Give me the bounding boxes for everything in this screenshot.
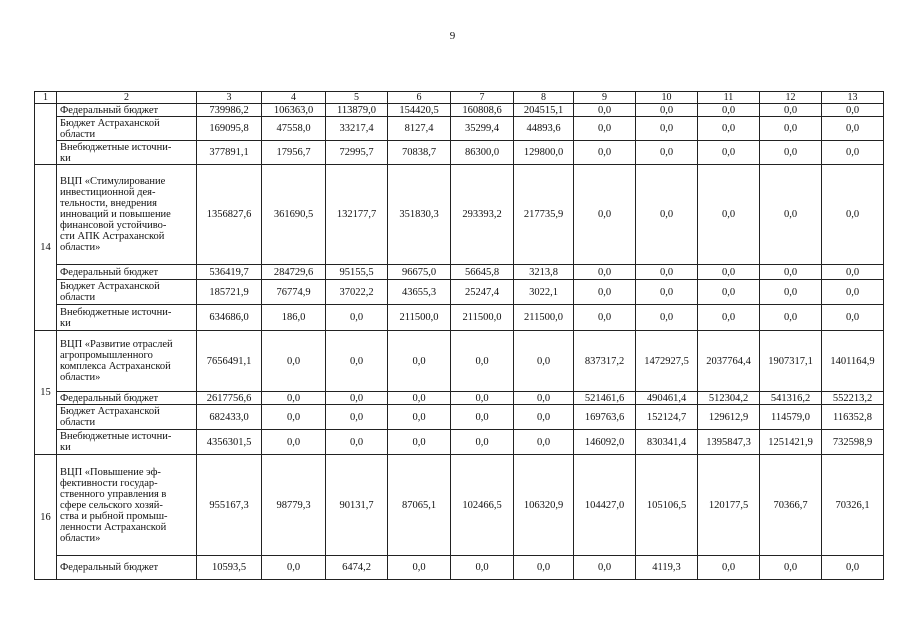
header-cell: 10 [636, 92, 698, 104]
value-cell: 0,0 [574, 165, 636, 265]
value-cell: 3213,8 [514, 265, 574, 280]
table-row [35, 405, 884, 430]
value-cell: 120177,5 [698, 455, 760, 556]
header-cell: 9 [574, 92, 636, 104]
value-cell: 33217,4 [326, 117, 388, 141]
value-cell: 160808,6 [451, 104, 514, 117]
table-row [35, 280, 884, 305]
value-cell: 0,0 [698, 141, 760, 165]
value-cell: 25247,4 [451, 280, 514, 305]
value-cell: 0,0 [698, 117, 760, 141]
value-cell: 204515,1 [514, 104, 574, 117]
value-cell: 7656491,1 [197, 331, 262, 392]
budget-table [34, 91, 884, 580]
value-cell: 211500,0 [451, 305, 514, 331]
value-cell: 102466,5 [451, 455, 514, 556]
value-cell: 106363,0 [262, 104, 326, 117]
table-row [35, 165, 884, 265]
table-row [35, 104, 884, 117]
value-cell: 0,0 [760, 104, 822, 117]
value-cell: 490461,4 [636, 392, 698, 405]
value-cell: 0,0 [822, 556, 884, 580]
page-number: 9 [449, 30, 456, 42]
value-cell: 211500,0 [514, 305, 574, 331]
value-cell: 0,0 [262, 392, 326, 405]
row-label: Бюджет Астраханской области [57, 405, 197, 430]
header-cell: 4 [262, 92, 326, 104]
value-cell: 0,0 [451, 331, 514, 392]
value-cell: 76774,9 [262, 280, 326, 305]
value-cell: 293393,2 [451, 165, 514, 265]
value-cell: 86300,0 [451, 141, 514, 165]
value-cell: 132177,7 [326, 165, 388, 265]
value-cell: 0,0 [698, 165, 760, 265]
value-cell: 6474,2 [326, 556, 388, 580]
value-cell: 0,0 [698, 280, 760, 305]
value-cell: 0,0 [514, 392, 574, 405]
value-cell: 72995,7 [326, 141, 388, 165]
value-cell: 217735,9 [514, 165, 574, 265]
value-cell: 129612,9 [698, 405, 760, 430]
value-cell: 634686,0 [197, 305, 262, 331]
row-number: 14 [35, 165, 57, 331]
value-cell: 4356301,5 [197, 430, 262, 455]
value-cell: 0,0 [698, 305, 760, 331]
table-row [35, 455, 884, 556]
value-cell: 152124,7 [636, 405, 698, 430]
value-cell: 521461,6 [574, 392, 636, 405]
value-cell: 0,0 [822, 165, 884, 265]
row-label: Федеральный бюджет [57, 392, 197, 405]
table-row [35, 331, 884, 392]
row-label: Внебюджетные источни- ки [57, 305, 197, 331]
value-cell: 0,0 [636, 104, 698, 117]
row-label: ВЦП «Повышение эф- фективности государ- ственного управления в сфере сельского хозяй- ства и рыбной промыш- ленности Астраханской области» [57, 455, 197, 556]
value-cell: 116352,8 [822, 405, 884, 430]
value-cell: 512304,2 [698, 392, 760, 405]
row-number: 16 [35, 455, 57, 580]
value-cell: 0,0 [698, 265, 760, 280]
value-cell: 2037764,4 [698, 331, 760, 392]
value-cell: 1356827,6 [197, 165, 262, 265]
value-cell: 96675,0 [388, 265, 451, 280]
value-cell: 0,0 [574, 104, 636, 117]
table-row [35, 117, 884, 141]
value-cell: 0,0 [760, 117, 822, 141]
value-cell: 0,0 [514, 405, 574, 430]
value-cell: 682433,0 [197, 405, 262, 430]
table-row [35, 265, 884, 280]
value-cell: 1251421,9 [760, 430, 822, 455]
value-cell: 0,0 [514, 556, 574, 580]
value-cell: 98779,3 [262, 455, 326, 556]
value-cell: 211500,0 [388, 305, 451, 331]
value-cell: 284729,6 [262, 265, 326, 280]
header-cell: 13 [822, 92, 884, 104]
value-cell: 0,0 [760, 280, 822, 305]
value-cell: 361690,5 [262, 165, 326, 265]
value-cell: 0,0 [326, 430, 388, 455]
value-cell: 0,0 [574, 117, 636, 141]
value-cell: 837317,2 [574, 331, 636, 392]
value-cell: 830341,4 [636, 430, 698, 455]
value-cell: 0,0 [388, 331, 451, 392]
value-cell: 0,0 [822, 305, 884, 331]
value-cell: 8127,4 [388, 117, 451, 141]
header-cell: 5 [326, 92, 388, 104]
row-label: Внебюджетные источни- ки [57, 141, 197, 165]
value-cell: 0,0 [822, 141, 884, 165]
row-label: Внебюджетные источни- ки [57, 430, 197, 455]
value-cell: 0,0 [451, 392, 514, 405]
row-number [35, 104, 57, 165]
value-cell: 70838,7 [388, 141, 451, 165]
value-cell: 146092,0 [574, 430, 636, 455]
value-cell: 0,0 [822, 117, 884, 141]
value-cell: 0,0 [698, 556, 760, 580]
value-cell: 0,0 [698, 104, 760, 117]
header-cell: 12 [760, 92, 822, 104]
value-cell: 0,0 [822, 280, 884, 305]
value-cell: 2617756,6 [197, 392, 262, 405]
value-cell: 154420,5 [388, 104, 451, 117]
header-cell: 11 [698, 92, 760, 104]
table-row [35, 305, 884, 331]
header-cell: 2 [57, 92, 197, 104]
value-cell: 0,0 [451, 430, 514, 455]
row-label: Бюджет Астраханской области [57, 117, 197, 141]
value-cell: 95155,5 [326, 265, 388, 280]
value-cell: 37022,2 [326, 280, 388, 305]
value-cell: 0,0 [262, 556, 326, 580]
value-cell: 1907317,1 [760, 331, 822, 392]
header-cell: 7 [451, 92, 514, 104]
value-cell: 35299,4 [451, 117, 514, 141]
value-cell: 56645,8 [451, 265, 514, 280]
value-cell: 0,0 [636, 141, 698, 165]
value-cell: 186,0 [262, 305, 326, 331]
table-row [35, 392, 884, 405]
row-number: 15 [35, 331, 57, 455]
value-cell: 0,0 [574, 265, 636, 280]
value-cell: 732598,9 [822, 430, 884, 455]
value-cell: 739986,2 [197, 104, 262, 117]
table-row [35, 430, 884, 455]
value-cell: 0,0 [451, 556, 514, 580]
value-cell: 0,0 [574, 280, 636, 305]
table-row [35, 556, 884, 580]
value-cell: 0,0 [514, 430, 574, 455]
row-label: ВЦП «Стимулирование инвестиционной дея- тельности, внедрения инноваций и повышение финансовой устойчиво- сти АПК Астраханской области» [57, 165, 197, 265]
header-cell: 8 [514, 92, 574, 104]
value-cell: 0,0 [262, 331, 326, 392]
value-cell: 104427,0 [574, 455, 636, 556]
value-cell: 70326,1 [822, 455, 884, 556]
header-cell: 3 [197, 92, 262, 104]
value-cell: 0,0 [574, 556, 636, 580]
value-cell: 113879,0 [326, 104, 388, 117]
value-cell: 0,0 [760, 165, 822, 265]
table-row [35, 141, 884, 165]
value-cell: 47558,0 [262, 117, 326, 141]
value-cell: 0,0 [822, 265, 884, 280]
row-label: Федеральный бюджет [57, 556, 197, 580]
value-cell: 955167,3 [197, 455, 262, 556]
header-cell: 1 [35, 92, 57, 104]
value-cell: 0,0 [326, 331, 388, 392]
value-cell: 10593,5 [197, 556, 262, 580]
value-cell: 0,0 [636, 117, 698, 141]
value-cell: 0,0 [514, 331, 574, 392]
row-label: Бюджет Астраханской области [57, 280, 197, 305]
value-cell: 0,0 [636, 165, 698, 265]
value-cell: 43655,3 [388, 280, 451, 305]
value-cell: 0,0 [760, 305, 822, 331]
value-cell: 0,0 [262, 405, 326, 430]
row-label: Федеральный бюджет [57, 265, 197, 280]
value-cell: 1395847,3 [698, 430, 760, 455]
value-cell: 87065,1 [388, 455, 451, 556]
table-body [35, 92, 884, 580]
header-row [35, 92, 884, 104]
value-cell: 70366,7 [760, 455, 822, 556]
value-cell: 0,0 [326, 405, 388, 430]
value-cell: 0,0 [326, 305, 388, 331]
value-cell: 552213,2 [822, 392, 884, 405]
value-cell: 1472927,5 [636, 331, 698, 392]
value-cell: 0,0 [574, 305, 636, 331]
value-cell: 0,0 [636, 305, 698, 331]
value-cell: 114579,0 [760, 405, 822, 430]
value-cell: 541316,2 [760, 392, 822, 405]
value-cell: 3022,1 [514, 280, 574, 305]
value-cell: 1401164,9 [822, 331, 884, 392]
value-cell: 0,0 [262, 430, 326, 455]
row-label: Федеральный бюджет [57, 104, 197, 117]
value-cell: 17956,7 [262, 141, 326, 165]
value-cell: 536419,7 [197, 265, 262, 280]
value-cell: 0,0 [760, 556, 822, 580]
value-cell: 0,0 [574, 141, 636, 165]
header-cell: 6 [388, 92, 451, 104]
value-cell: 377891,1 [197, 141, 262, 165]
value-cell: 0,0 [388, 430, 451, 455]
value-cell: 0,0 [822, 104, 884, 117]
value-cell: 0,0 [760, 265, 822, 280]
value-cell: 0,0 [326, 392, 388, 405]
value-cell: 0,0 [451, 405, 514, 430]
value-cell: 351830,3 [388, 165, 451, 265]
row-label: ВЦП «Развитие отраслей агропромышленного комплекса Астраханской области» [57, 331, 197, 392]
value-cell: 0,0 [388, 405, 451, 430]
value-cell: 105106,5 [636, 455, 698, 556]
value-cell: 0,0 [636, 265, 698, 280]
value-cell: 90131,7 [326, 455, 388, 556]
value-cell: 106320,9 [514, 455, 574, 556]
value-cell: 0,0 [388, 556, 451, 580]
value-cell: 169763,6 [574, 405, 636, 430]
value-cell: 185721,9 [197, 280, 262, 305]
value-cell: 4119,3 [636, 556, 698, 580]
value-cell: 0,0 [388, 392, 451, 405]
value-cell: 0,0 [760, 141, 822, 165]
value-cell: 129800,0 [514, 141, 574, 165]
value-cell: 0,0 [636, 280, 698, 305]
value-cell: 44893,6 [514, 117, 574, 141]
value-cell: 169095,8 [197, 117, 262, 141]
